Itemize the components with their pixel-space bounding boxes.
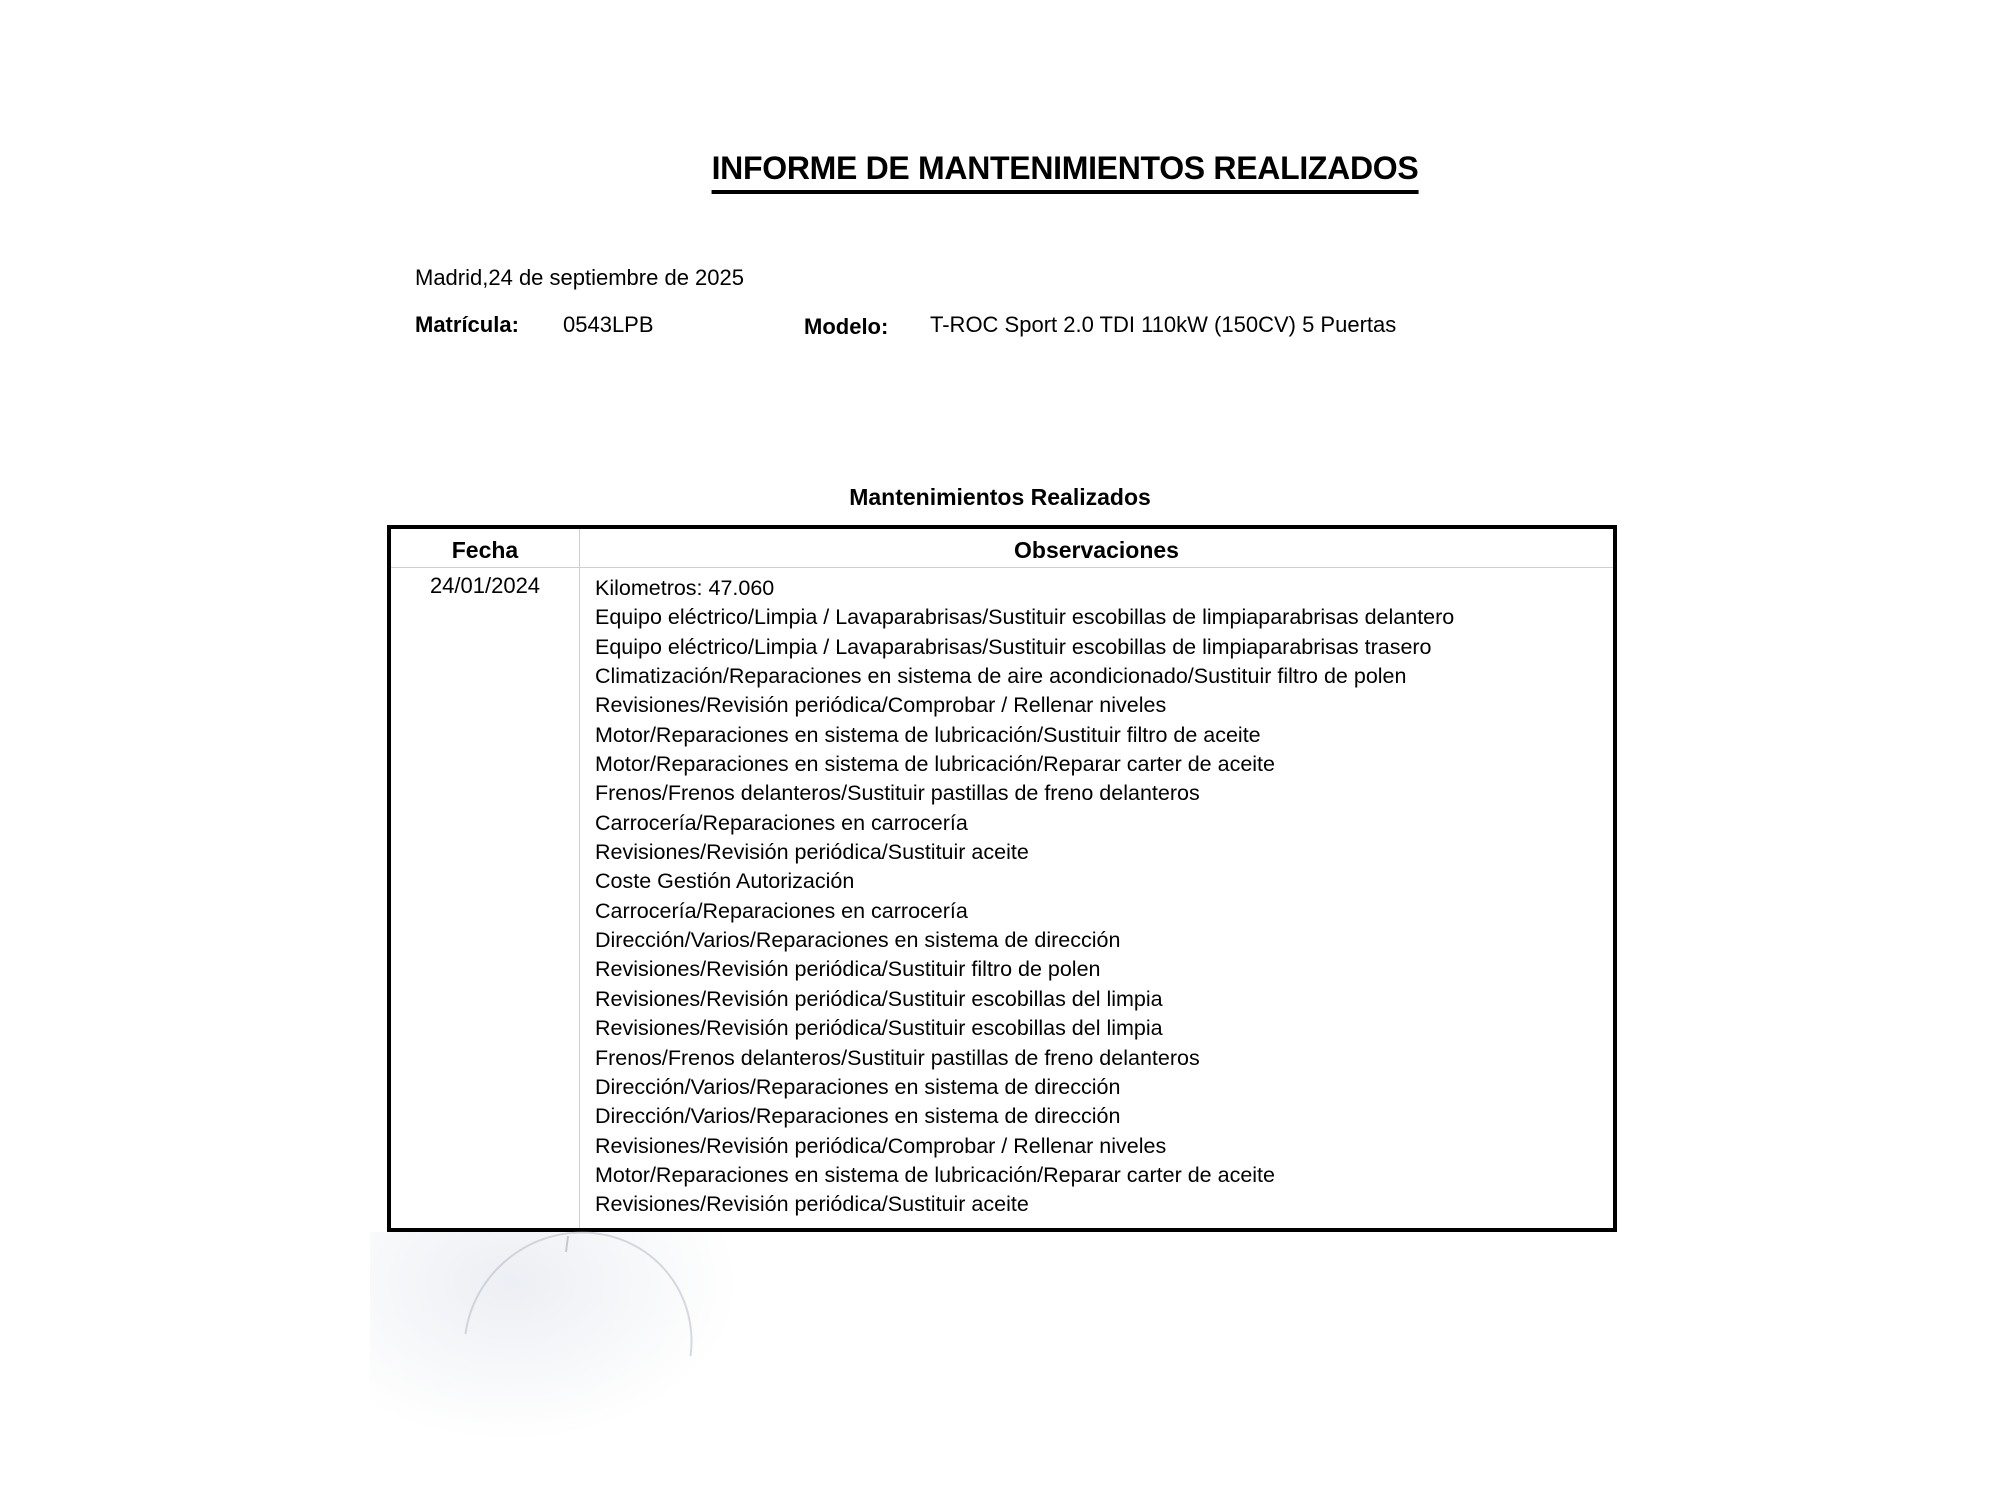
- observation-line: Carrocería/Reparaciones en carrocería: [595, 810, 968, 835]
- observaciones-column: [580, 529, 1613, 1228]
- observation-line: Dirección/Varios/Reparaciones en sistema de dirección: [595, 1104, 1121, 1129]
- modelo-value: T-ROC Sport 2.0 TDI 110kW (150CV) 5 Puertas: [930, 312, 1397, 337]
- modelo-label: Modelo:: [804, 314, 889, 339]
- observation-line: Frenos/Frenos delanteros/Sustituir pastillas de freno delanteros: [595, 781, 1200, 806]
- observation-line: Kilometros: 47.060: [595, 576, 775, 600]
- observation-line: Motor/Reparaciones en sistema de lubricación/Reparar carter de aceite: [595, 1162, 1275, 1187]
- matricula-label: Matrícula:: [415, 312, 519, 337]
- stamp-watermark-smudge: [370, 1232, 770, 1462]
- observation-line: Revisiones/Revisión periódica/Comprobar / Rellenar niveles: [595, 693, 1167, 718]
- observation-line: Revisiones/Revisión periódica/Sustituir aceite: [595, 840, 1029, 865]
- observation-line: Climatización/Reparaciones en sistema de aire acondicionado/Sustituir filtro de polen: [595, 664, 1407, 689]
- table-caption: Mantenimientos Realizados: [849, 484, 1151, 510]
- stamp-watermark-arc: [418, 1185, 739, 1500]
- observation-line: Revisiones/Revisión periódica/Sustituir aceite: [595, 1192, 1029, 1217]
- observation-line: Dirección/Varios/Reparaciones en sistema de dirección: [595, 928, 1121, 953]
- table-header-fecha: Fecha: [391, 529, 579, 568]
- observaciones-list: [580, 568, 1613, 1220]
- observation-line: Equipo eléctrico/Limpia / Lavaparabrisas/Sustituir escobillas de limpiaparabrisas delantero: [595, 605, 1455, 630]
- stamp-watermark-tick: [565, 1236, 569, 1252]
- page-title: INFORME DE MANTENIMIENTOS REALIZADOS: [712, 150, 1419, 194]
- matricula-value: 0543LPB: [563, 312, 654, 337]
- date-line: Madrid,24 de septiembre de 2025: [415, 265, 744, 290]
- observation-line: Carrocería/Reparaciones en carrocería: [595, 898, 968, 923]
- observation-line: Revisiones/Revisión periódica/Sustituir escobillas del limpia: [595, 986, 1163, 1011]
- observation-line: Motor/Reparaciones en sistema de lubricación/Sustituir filtro de aceite: [595, 722, 1261, 747]
- fecha-column: [391, 529, 580, 1228]
- observation-line: Motor/Reparaciones en sistema de lubricación/Reparar carter de aceite: [595, 752, 1275, 777]
- observation-line: Revisiones/Revisión periódica/Sustituir escobillas del limpia: [595, 1016, 1163, 1041]
- observation-line: Coste Gestión Autorización: [595, 869, 855, 894]
- observation-line: Equipo eléctrico/Limpia / Lavaparabrisas/Sustituir escobillas de limpiaparabrisas trasero: [595, 634, 1432, 659]
- observation-line: Frenos/Frenos delanteros/Sustituir pastillas de freno delanteros: [595, 1045, 1200, 1070]
- observation-line: Dirección/Varios/Reparaciones en sistema de dirección: [595, 1074, 1121, 1099]
- observation-line: Revisiones/Revisión periódica/Sustituir filtro de polen: [595, 957, 1101, 982]
- maintenance-table: [387, 525, 1617, 1232]
- fecha-cell: 24/01/2024: [429, 573, 541, 598]
- table-header-observaciones: Observaciones: [580, 529, 1613, 568]
- observation-line: Revisiones/Revisión periódica/Comprobar / Rellenar niveles: [595, 1133, 1167, 1158]
